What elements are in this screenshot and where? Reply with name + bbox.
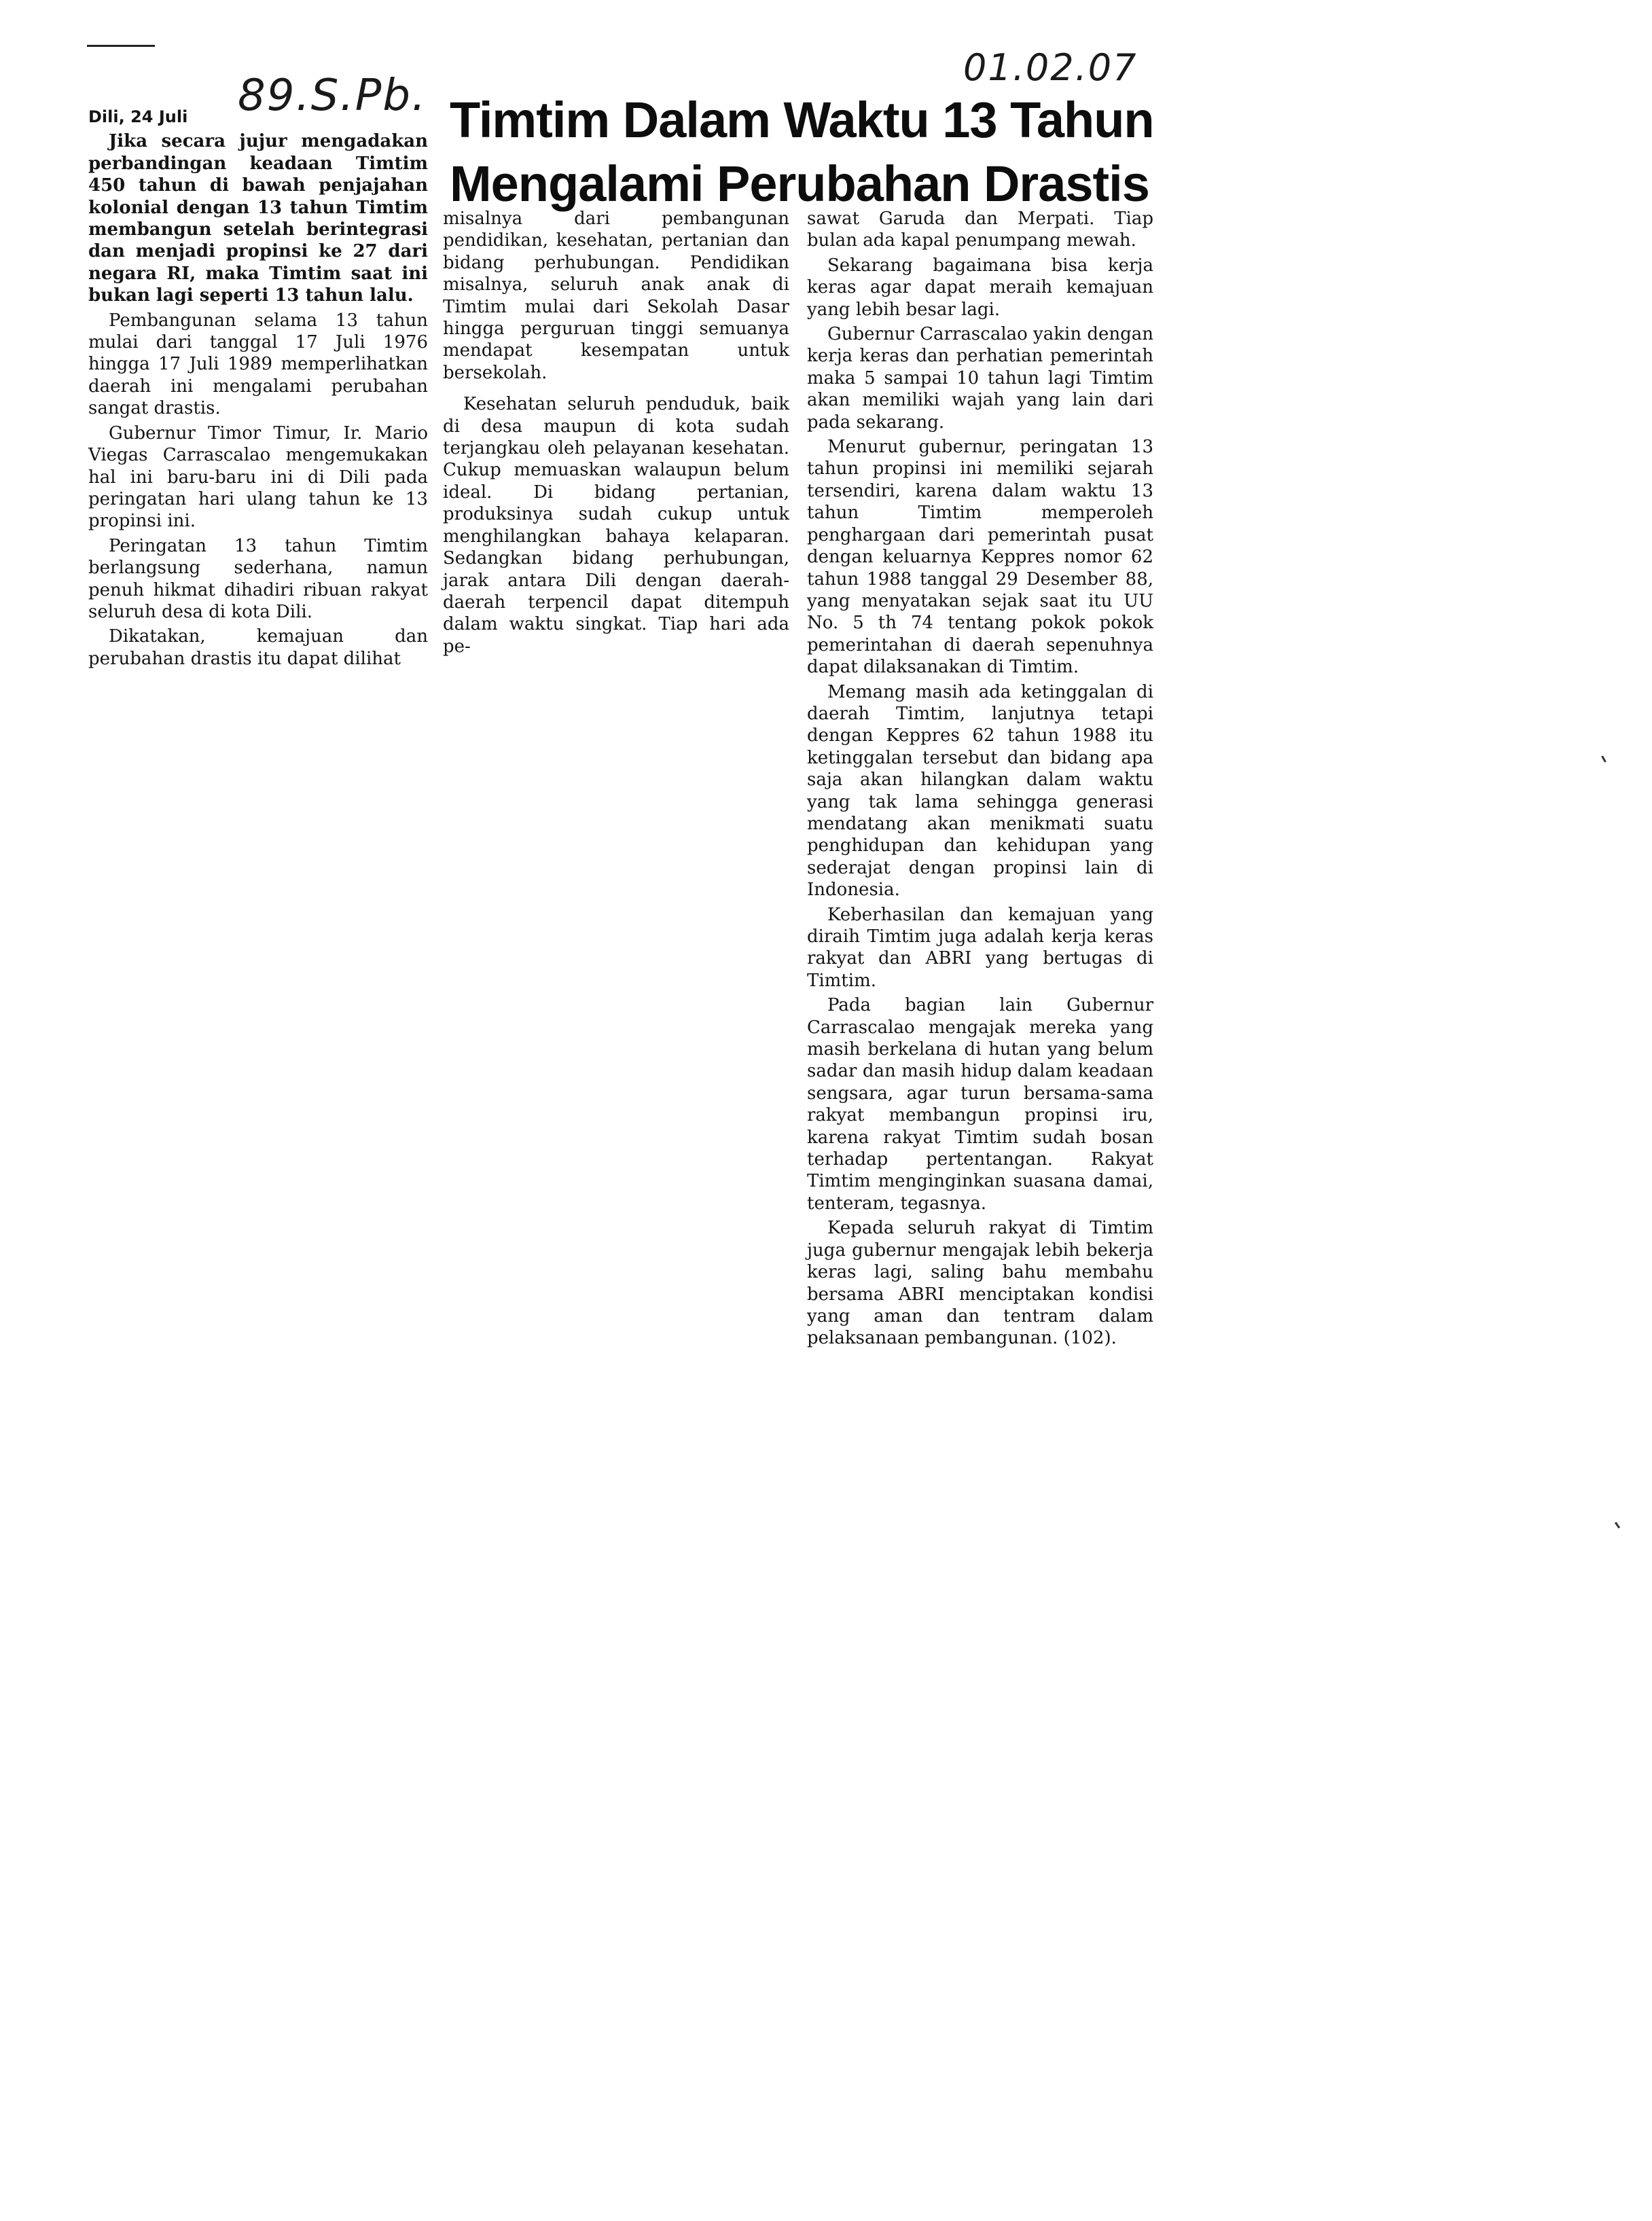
paragraph: misalnya dari pembangunan pendidikan, kesehatan, pertanian dan bidang perhubungan. Pendidikan misalnya, seluruh anak anak di Timtim mulai dari Sekolah Dasar hingga perguruan tinggi semuanya mendapat kesempatan untuk bersekolah. bbox=[443, 209, 789, 383]
paragraph: Pada bagian lain Gubernur Carrascalao mengajak mereka yang masih berkelana di hutan yang belum sadar dan masih hidup dalam keadaan sengsara, agar turun bersama-sama rakyat membangun propinsi iru, karena rakyat Timtim sudah bosan terhadap pertentangan. Rakyat Timtim menginginkan suasana damai, tenteram, tegasnya. bbox=[807, 995, 1153, 1214]
paragraph: Dikatakan, kemajuan dan perubahan drastis itu dapat dilihat bbox=[88, 626, 428, 669]
article-column-3 bbox=[807, 208, 1153, 1352]
paragraph: Memang masih ada ketinggalan di daerah Timtim, lanjutnya tetapi dengan Keppres 62 tahun 1988 itu ketinggalan tersebut dan bidang apa saja akan hilangkan dalam waktu yang tak lama sehingga generasi mendatang akan menikmati suatu penghidupan dan kehidupan yang sederajat dengan propinsi lain di Indonesia. bbox=[807, 681, 1153, 901]
handwritten-date: 01.02.07 bbox=[963, 46, 1138, 89]
article-column-1 bbox=[88, 106, 428, 672]
headline-line-1: Timtim Dalam Waktu 13 Tahun bbox=[450, 92, 1154, 148]
article-column-2 bbox=[443, 208, 789, 660]
paragraph: Keberhasilan dan kemajuan yang diraih Timtim juga adalah kerja keras rakyat dan ABRI yang bertugas di Timtim. bbox=[807, 904, 1153, 991]
headline-line-2: Mengalami Perubahan Drastis bbox=[450, 156, 1149, 212]
scan-speck bbox=[1601, 755, 1606, 762]
paragraph: Peringatan 13 tahun Timtim berlangsung sederhana, namun penuh hikmat dihadiri ribuan rakyat seluruh desa di kota Dili. bbox=[88, 535, 428, 622]
handwritten-code: 89.S.Pb. bbox=[238, 71, 427, 121]
dateline: Dili, 24 Juli bbox=[88, 107, 188, 126]
paragraph: sawat Garuda dan Merpati. Tiap bulan ada kapal penumpang mewah. bbox=[807, 209, 1153, 251]
paragraph: Sekarang bagaimana bisa kerja keras agar dapat meraih kemajuan yang lebih besar lagi. bbox=[807, 255, 1153, 320]
top-rule bbox=[87, 45, 155, 47]
paragraph: Gubernur Carrascalao yakin dengan kerja keras dan perhatian pemerintah maka 5 sampai 10 tahun lagi Timtim akan memiliki wajah yang lain dari pada sekarang. bbox=[807, 324, 1153, 433]
paragraph: Kesehatan seluruh penduduk, baik di desa maupun di kota sudah terjangkau oleh pelayanan kesehatan. Cukup memuaskan walaupun belum ideal. Di bidang pertanian, produksinya sudah cukup untuk menghilangkan bahaya kelaparan. Sedangkan bidang perhubungan, jarak antara Dili dengan daerah-daerah terpencil dapat ditempuh dalam waktu singkat. Tiap hari ada pe- bbox=[443, 394, 789, 657]
article-headline bbox=[450, 88, 1170, 216]
paragraph: Kepada seluruh rakyat di Timtim juga gubernur mengajak lebih bekerja keras lagi, saling bahu membahu bersama ABRI menciptakan kondisi yang aman dan tentram dalam pelaksanaan pembangunan. (102). bbox=[807, 1218, 1153, 1349]
scan-speck bbox=[1615, 1522, 1620, 1529]
paragraph: Gubernur Timor Timur, Ir. Mario Viegas Carrascalao mengemukakan hal ini baru-baru ini di Dili pada peringatan hari ulang tahun ke 13 propinsi ini. bbox=[88, 422, 428, 532]
paragraph: Jika secara jujur mengadakan perbandingan keadaan Timtim 450 tahun di bawah penjajahan kolonial dengan 13 tahun Timtim membangun setelah berintegrasi dan menjadi propinsi ke 27 dari negara RI, maka Timtim saat ini bukan lagi seperti 13 tahun lalu. bbox=[88, 131, 428, 306]
paragraph: Menurut gubernur, peringatan 13 tahun propinsi ini memiliki sejarah tersendiri, karena dalam waktu 13 tahun Timtim memperoleh penghargaan dari pemerintah pusat dengan keluarnya Keppres nomor 62 tahun 1988 tanggal 29 Desember 88, yang menyatakan sejak saat itu UU No. 5 th 74 tentang pokok pokok pemerintahan di daerah sepenuhnya dapat dilaksanakan di Timtim. bbox=[807, 437, 1153, 678]
dateline-paragraph bbox=[88, 106, 428, 128]
paragraph: Pembangunan selama 13 tahun mulai dari tanggal 17 Juli 1976 hingga 17 Juli 1989 memperlihatkan daerah ini mengalami perubahan sangat drastis. bbox=[88, 310, 428, 419]
